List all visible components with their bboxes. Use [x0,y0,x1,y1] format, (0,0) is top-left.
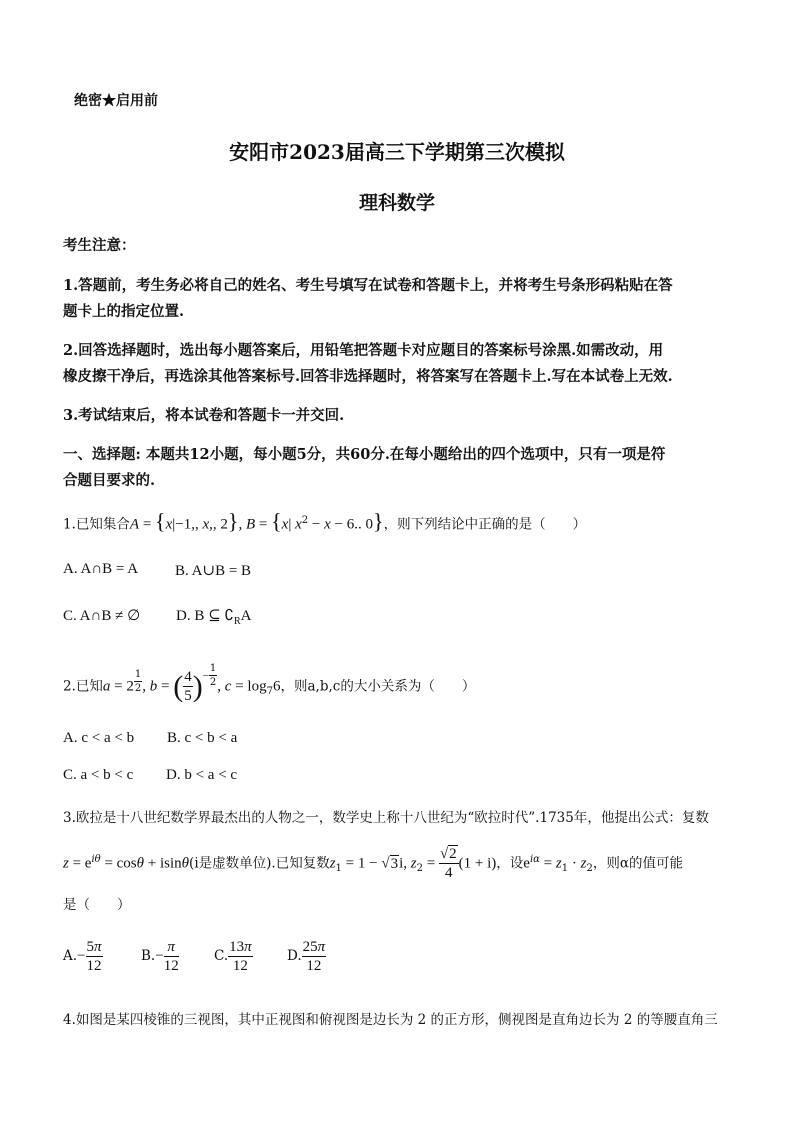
question-3-option-d: D. $\frac{25\pi}{12}$ [287,938,326,974]
question-1-option-d-end: A [240,608,252,624]
question-2-prefix: 2.已知 [63,678,103,695]
section-heading-line-1: 一、选择题: 本题共12小题，每小题5分，共60分.在每小题给出的四个选项中，只有一项是符 [63,446,666,463]
question-2-option-b: B. c < b < a [167,730,238,746]
question-3-option-b: B.− $\frac{\pi}{12}$ [141,938,179,974]
question-3-option-d-label: D. [287,948,302,964]
question-4-line-1: 4.如图是某四棱锥的三视图，其中正视图和俯视图是边长为 2 的正方形，侧视图是直角边长为 2 的等腰直角三 [63,1012,718,1028]
question-1-option-c: C. A∩B ≠ ∅ [63,608,141,624]
question-3-end-text: ，设 [496,855,524,872]
section-heading-line-2: 合题目要求的. [63,472,156,489]
question-1-option-b: B. A∪B = B [175,563,252,579]
notice-item-2-line-1: 2.回答选择题时，选出每小题答案后，用铅笔把答题卡对应题目的答案标号涂黑.如需改动，用 [63,342,664,359]
notice-heading: 考生注意： [63,237,136,254]
question-2-option-a: A. c < a < b [63,730,135,746]
question-1-option-d [176,606,251,627]
question-3-option-a: A.− $\frac{5\pi}{12}$ [63,938,102,974]
exam-subject: 理科数学 [358,192,435,214]
question-3-line-1: 3.欧拉是十八世纪数学界最杰出的人物之一，数学史上称十八世纪为“欧拉时代”.1735年，他提出公式：复数 [63,810,709,826]
question-1-suffix: ，则下列结论中正确的是（ ） [383,516,587,533]
question-2-stem: 2.已知a = 2 $^{\frac{1}{2}}$ , b = ( $\frac{4}{5}$ )$^{- \frac{1}{2}}$ , $c = \log_76$，则a,b,c的大小关系为（ ） [63,663,476,704]
question-2-suffix: ，则a,b,c的大小关系为（ ） [280,678,476,695]
confidential-mark: 绝密★启用前 [74,93,158,109]
exam-title: 安阳市2023届高三下学期第三次模拟 [229,140,565,164]
complement-subscript: R [233,616,241,627]
question-3-option-c: C. $\frac{13\pi}{12}$ [214,938,252,974]
set-b-expression: B [245,516,256,533]
question-2-option-d: D. b < a < c [166,767,238,783]
question-3-line-2: $z = e^{i\theta} = \cos\theta + isin\theta(i$是虚数单位).已知复数$z_1 = 1 - √3i$, $z_2$ = $\frac{√2}{4}$ (1 + i)，设$e^{i\alpha} = z_1 \cdot z_2$，则α的值可能 [63,846,683,881]
set-a-expression: A [129,516,140,533]
question-1-option-a: A. A∩B = A [63,561,139,577]
question-2-option-c: C. a < b < c [63,767,134,783]
question-3-option-c-label: C. [214,948,229,964]
notice-item-3: 3.考试结束后，将本试卷和答题卡一并交回. [63,407,345,424]
question-3-tail-text: ，则α的值可能 [592,855,683,872]
question-3-line-3: 是（ ） [63,897,131,913]
notice-item-2-line-2: 橡皮擦干净后，再选涂其他答案标号.回答非选择题时，将答案写在答题卡上.写在本试卷上无效. [63,368,673,385]
question-1-prefix: 1.已知集合 [63,516,130,533]
notice-item-1-line-1: 1.答题前，考生务必将自己的姓名、考生号填写在试卷和答题卡上，并将考生号条形码粘贴在答 [63,277,673,294]
question-1-option-d-text: D. B ⊆ ∁ [176,608,234,624]
question-3-mid-text: (i是虚数单位).已知复数 [189,855,330,872]
notice-item-1-line-2: 题卡上的指定位置. [63,303,185,320]
question-3-option-a-label: A. [63,948,78,964]
question-3-option-b-label: B. [141,948,156,964]
question-1-stem: 1.已知集合A = {x|−1,, x,, 2}, B = {x| $x^2 - x - 6$.. 0}，则下列结论中正确的是（ ） [63,508,587,534]
